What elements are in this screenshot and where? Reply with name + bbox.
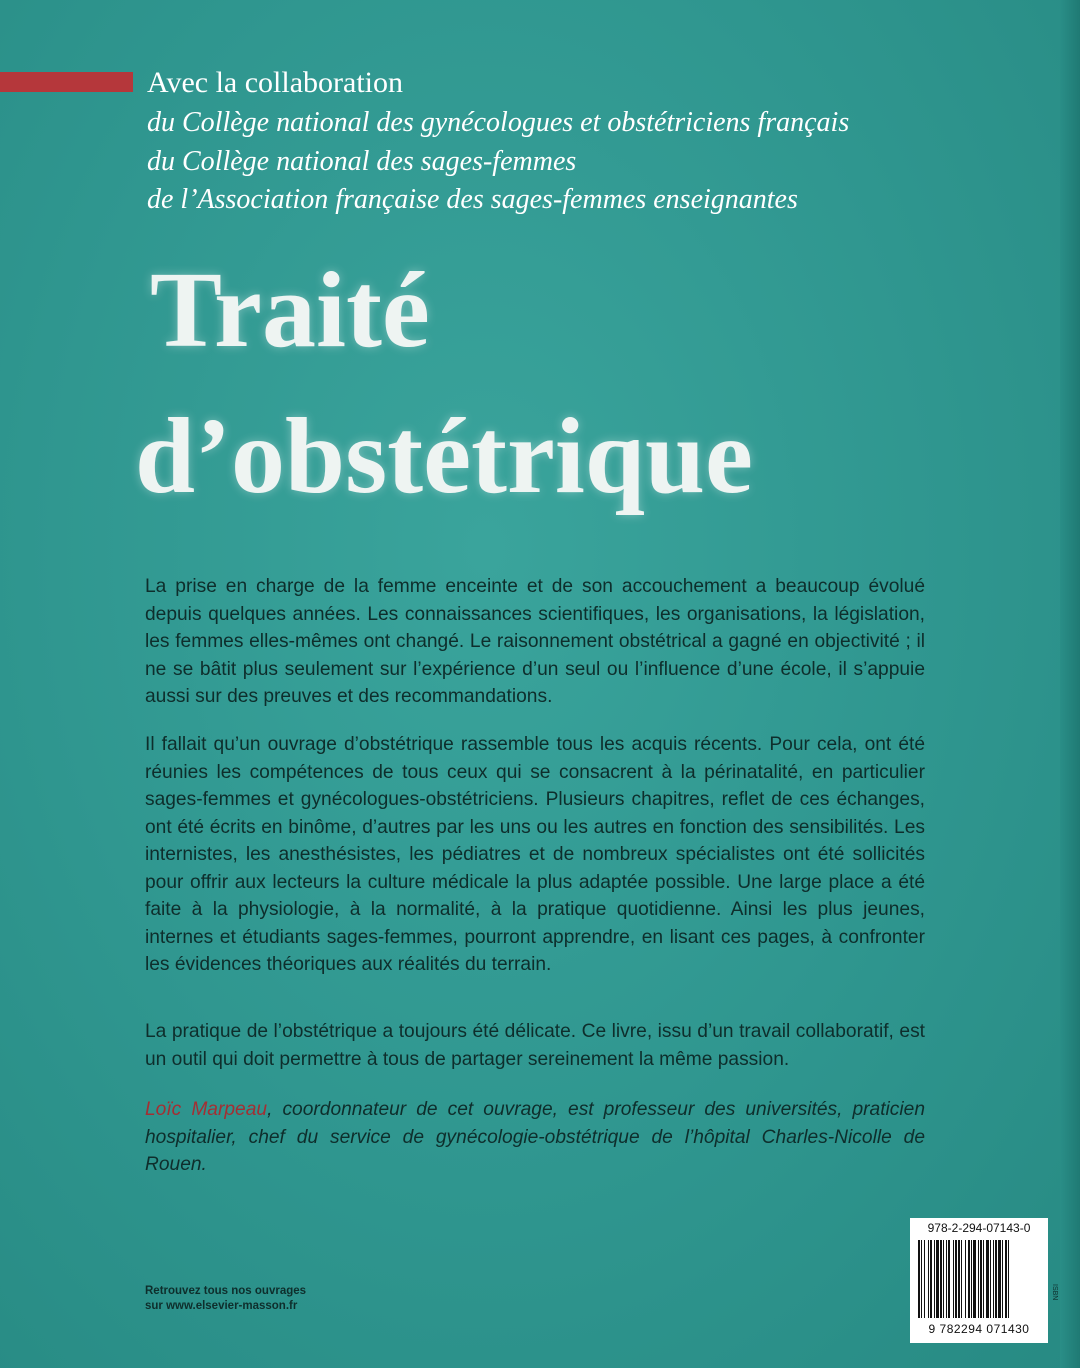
spine-edge bbox=[1060, 0, 1080, 1368]
barcode-label bbox=[910, 1218, 1048, 1343]
barcode-bar bbox=[961, 1240, 962, 1318]
barcode-bar bbox=[1002, 1240, 1003, 1318]
publisher-website-link[interactable]: sur www.elsevier-masson.fr bbox=[145, 1300, 298, 1312]
side-code: ISBN bbox=[1051, 1284, 1058, 1301]
isbn-number: 978-2-294-07143-0 bbox=[927, 1221, 1031, 1235]
collaboration-line-1: du Collège national des gynécologues et obstétriciens français bbox=[147, 107, 850, 138]
collaboration-heading: Avec la collaboration bbox=[147, 66, 403, 99]
barcode-bar bbox=[965, 1240, 966, 1318]
barcode-bar bbox=[948, 1240, 950, 1318]
barcode-bar bbox=[930, 1240, 932, 1318]
barcode-bar bbox=[924, 1240, 925, 1318]
barcode-bar bbox=[928, 1240, 929, 1318]
barcode-bar bbox=[990, 1240, 991, 1318]
barcode-bar bbox=[946, 1240, 947, 1318]
footer-line-1: Retrouvez tous nos ouvrages bbox=[145, 1285, 307, 1297]
barcode-bar bbox=[921, 1240, 922, 1318]
barcode-bar bbox=[968, 1240, 970, 1318]
barcode-bar bbox=[971, 1240, 972, 1318]
barcode-bar bbox=[993, 1240, 994, 1318]
publisher-footer bbox=[145, 1284, 306, 1314]
book-title-line-1: Traité bbox=[150, 251, 430, 370]
barcode-bar bbox=[940, 1240, 942, 1318]
barcode-bar bbox=[953, 1240, 954, 1318]
barcode-bar bbox=[980, 1240, 982, 1318]
ean-number: 9 782294 071430 bbox=[928, 1322, 1030, 1336]
barcode-bar bbox=[986, 1240, 989, 1318]
author-description: , coordonnateur de cet ouvrage, est professeur des universités, praticien hospitalier, chef du service de gynécologie-obstétrique de l’hôpital Charles-Nicolle de Rouen. bbox=[145, 1099, 926, 1175]
barcode-icon bbox=[916, 1240, 1042, 1320]
barcode-bar bbox=[934, 1240, 935, 1318]
author-note bbox=[145, 1096, 925, 1179]
barcode-bar bbox=[1005, 1240, 1007, 1318]
barcode-bar bbox=[973, 1240, 976, 1318]
book-title-line-2: d’obstétrique bbox=[135, 397, 753, 516]
collaboration-line-3: de l’Association française des sages-femmes enseignantes bbox=[147, 184, 798, 215]
barcode-bar bbox=[995, 1240, 997, 1318]
barcode-bar bbox=[943, 1240, 944, 1318]
barcode-bar bbox=[936, 1240, 939, 1318]
accent-bar bbox=[0, 72, 133, 92]
barcode-bar bbox=[958, 1240, 960, 1318]
barcode-bar bbox=[955, 1240, 957, 1318]
description-paragraph-2: Il fallait qu’un ouvrage d’obstétrique rassemble tous les acquis récents. Pour cela, ont été réunies les compétences de tous ceux qui se consacrent à la périnatalité, en particulier sages-femmes et gynécologues-obstétriciens. Plusieurs chapitres, reflet de ces échanges, ont été écrits en binôme, d’autres par les uns ou les autres en fonction des sensibilités. Les internistes, les anesthésistes, les pédiatres et de nombreux spécialistes ont été sollicités pour offrir aux lecteurs la culture médicale la plus adaptée possible. Une large place a été faite à la physiologie, à la normalité, à la pratique quotidienne. Ainsi les plus jeunes, internes et étudiants sages-femmes, pourront apprendre, en lisant ces pages, à confronter les évidences théoriques aux réalités du terrain. bbox=[145, 734, 925, 975]
description-paragraph-1: La prise en charge de la femme enceinte et de son accouchement a beaucoup évolué depuis quelques années. Les connaissances scientifiques, les organisations, la législation, les femmes elles-mêmes ont changé. Le raisonnement obstétrical a gagné en objectivité ; il ne se bâtit plus seulement sur l’expérience d’un seul ou l’influence d’une école, il s’appuie aussi sur des preuves et des recommandations. bbox=[145, 576, 925, 707]
barcode-bar bbox=[978, 1240, 979, 1318]
barcode-bar bbox=[918, 1240, 920, 1318]
author-name: Loïc Marpeau bbox=[145, 1099, 268, 1120]
collaboration-line-2: du Collège national des sages-femmes bbox=[147, 146, 577, 177]
barcode-bar bbox=[983, 1240, 984, 1318]
barcode-bar bbox=[1008, 1240, 1009, 1318]
description-paragraph-3: La pratique de l’obstétrique a toujours été délicate. Ce livre, issu d’un travail collaboratif, est un outil qui doit permettre à tous de partager sereinement la même passion. bbox=[145, 1021, 925, 1070]
barcode-bar bbox=[998, 1240, 1001, 1318]
